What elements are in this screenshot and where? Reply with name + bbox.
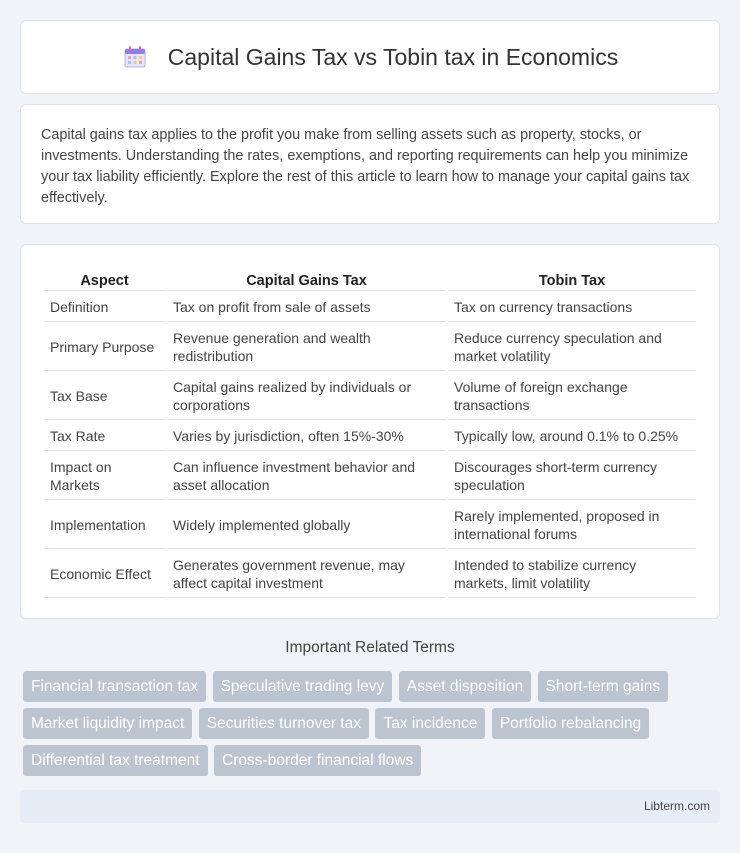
- table-cell: Varies by jurisdiction, often 15%-30%: [167, 422, 446, 451]
- tag-differential-tax-treatment[interactable]: Differential tax treatment: [23, 745, 208, 776]
- tag-speculative-trading-levy[interactable]: Speculative trading levy: [213, 671, 393, 702]
- table-cell: Reduce currency speculation and market volatility: [448, 324, 696, 371]
- related-terms-title: Important Related Terms: [285, 639, 455, 656]
- table-cell: Impact on Markets: [44, 453, 165, 500]
- table-cell: Definition: [44, 293, 165, 322]
- table-cell: Tax on profit from sale of assets: [167, 293, 446, 322]
- footer: [20, 790, 720, 823]
- page-title: Capital Gains Tax vs Tobin tax in Economics: [167, 43, 619, 70]
- table-row: [44, 422, 696, 451]
- tag-market-liquidity-impact[interactable]: Market liquidity impact: [23, 708, 192, 739]
- table-row: [44, 502, 696, 549]
- calendar-icon: [122, 44, 148, 70]
- table-cell: Capital gains realized by individuals or corporations: [167, 373, 446, 420]
- comparison-card: [20, 244, 720, 619]
- table-cell: Generates government revenue, may affect capital investment: [167, 551, 446, 598]
- table-row: [44, 293, 696, 322]
- intro-card: [20, 104, 720, 224]
- table-row: [44, 373, 696, 420]
- table-row: [44, 551, 696, 598]
- table-cell: Can influence investment behavior and asset allocation: [167, 453, 446, 500]
- tag-short-term-gains[interactable]: Short-term gains: [538, 671, 669, 702]
- tag-securities-turnover-tax[interactable]: Securities turnover tax: [199, 708, 369, 739]
- table-cell: Implementation: [44, 502, 165, 549]
- related-terms-list: [23, 671, 723, 782]
- comparison-table: [42, 265, 698, 600]
- table-cell: Tax Rate: [44, 422, 165, 451]
- table-cell: Typically low, around 0.1% to 0.25%: [448, 422, 696, 451]
- title-wrap: [122, 44, 618, 71]
- header-tobin: Tobin Tax: [448, 267, 696, 291]
- tag-portfolio-rebalancing[interactable]: Portfolio rebalancing: [492, 708, 649, 739]
- table-row: [44, 324, 696, 371]
- table-cell: Primary Purpose: [44, 324, 165, 371]
- table-row: [44, 453, 696, 500]
- table-cell: Volume of foreign exchange transactions: [448, 373, 696, 420]
- table-cell: Tax on currency transactions: [448, 293, 696, 322]
- tag-asset-disposition[interactable]: Asset disposition: [399, 671, 531, 702]
- intro-text: Capital gains tax applies to the profit you make from selling assets such as property, stocks, or investments. Understanding the rates, exemptions, and reporting requirements can help you minimize your tax liability efficiently. Explore the rest of this article to learn how to manage your capital gains tax effectively.: [41, 127, 690, 206]
- header-card: [20, 20, 720, 94]
- table-cell: Revenue generation and wealth redistribution: [167, 324, 446, 371]
- table-cell: Widely implemented globally: [167, 502, 446, 549]
- footer-link[interactable]: Libterm.com: [643, 799, 710, 813]
- table-cell: Discourages short-term currency speculation: [448, 453, 696, 500]
- tag-cross-border-financial-flows[interactable]: Cross-border financial flows: [214, 745, 421, 776]
- table-header-row: [44, 267, 696, 291]
- header-capital-gains: Capital Gains Tax: [167, 267, 446, 291]
- tag-tax-incidence[interactable]: Tax incidence: [375, 708, 485, 739]
- header-aspect: Aspect: [44, 267, 165, 291]
- table-cell: Economic Effect: [44, 551, 165, 598]
- table-cell: Rarely implemented, proposed in international forums: [448, 502, 696, 549]
- table-cell: Tax Base: [44, 373, 165, 420]
- tag-financial-transaction-tax[interactable]: Financial transaction tax: [23, 671, 206, 702]
- table-cell: Intended to stabilize currency markets, limit volatility: [448, 551, 696, 598]
